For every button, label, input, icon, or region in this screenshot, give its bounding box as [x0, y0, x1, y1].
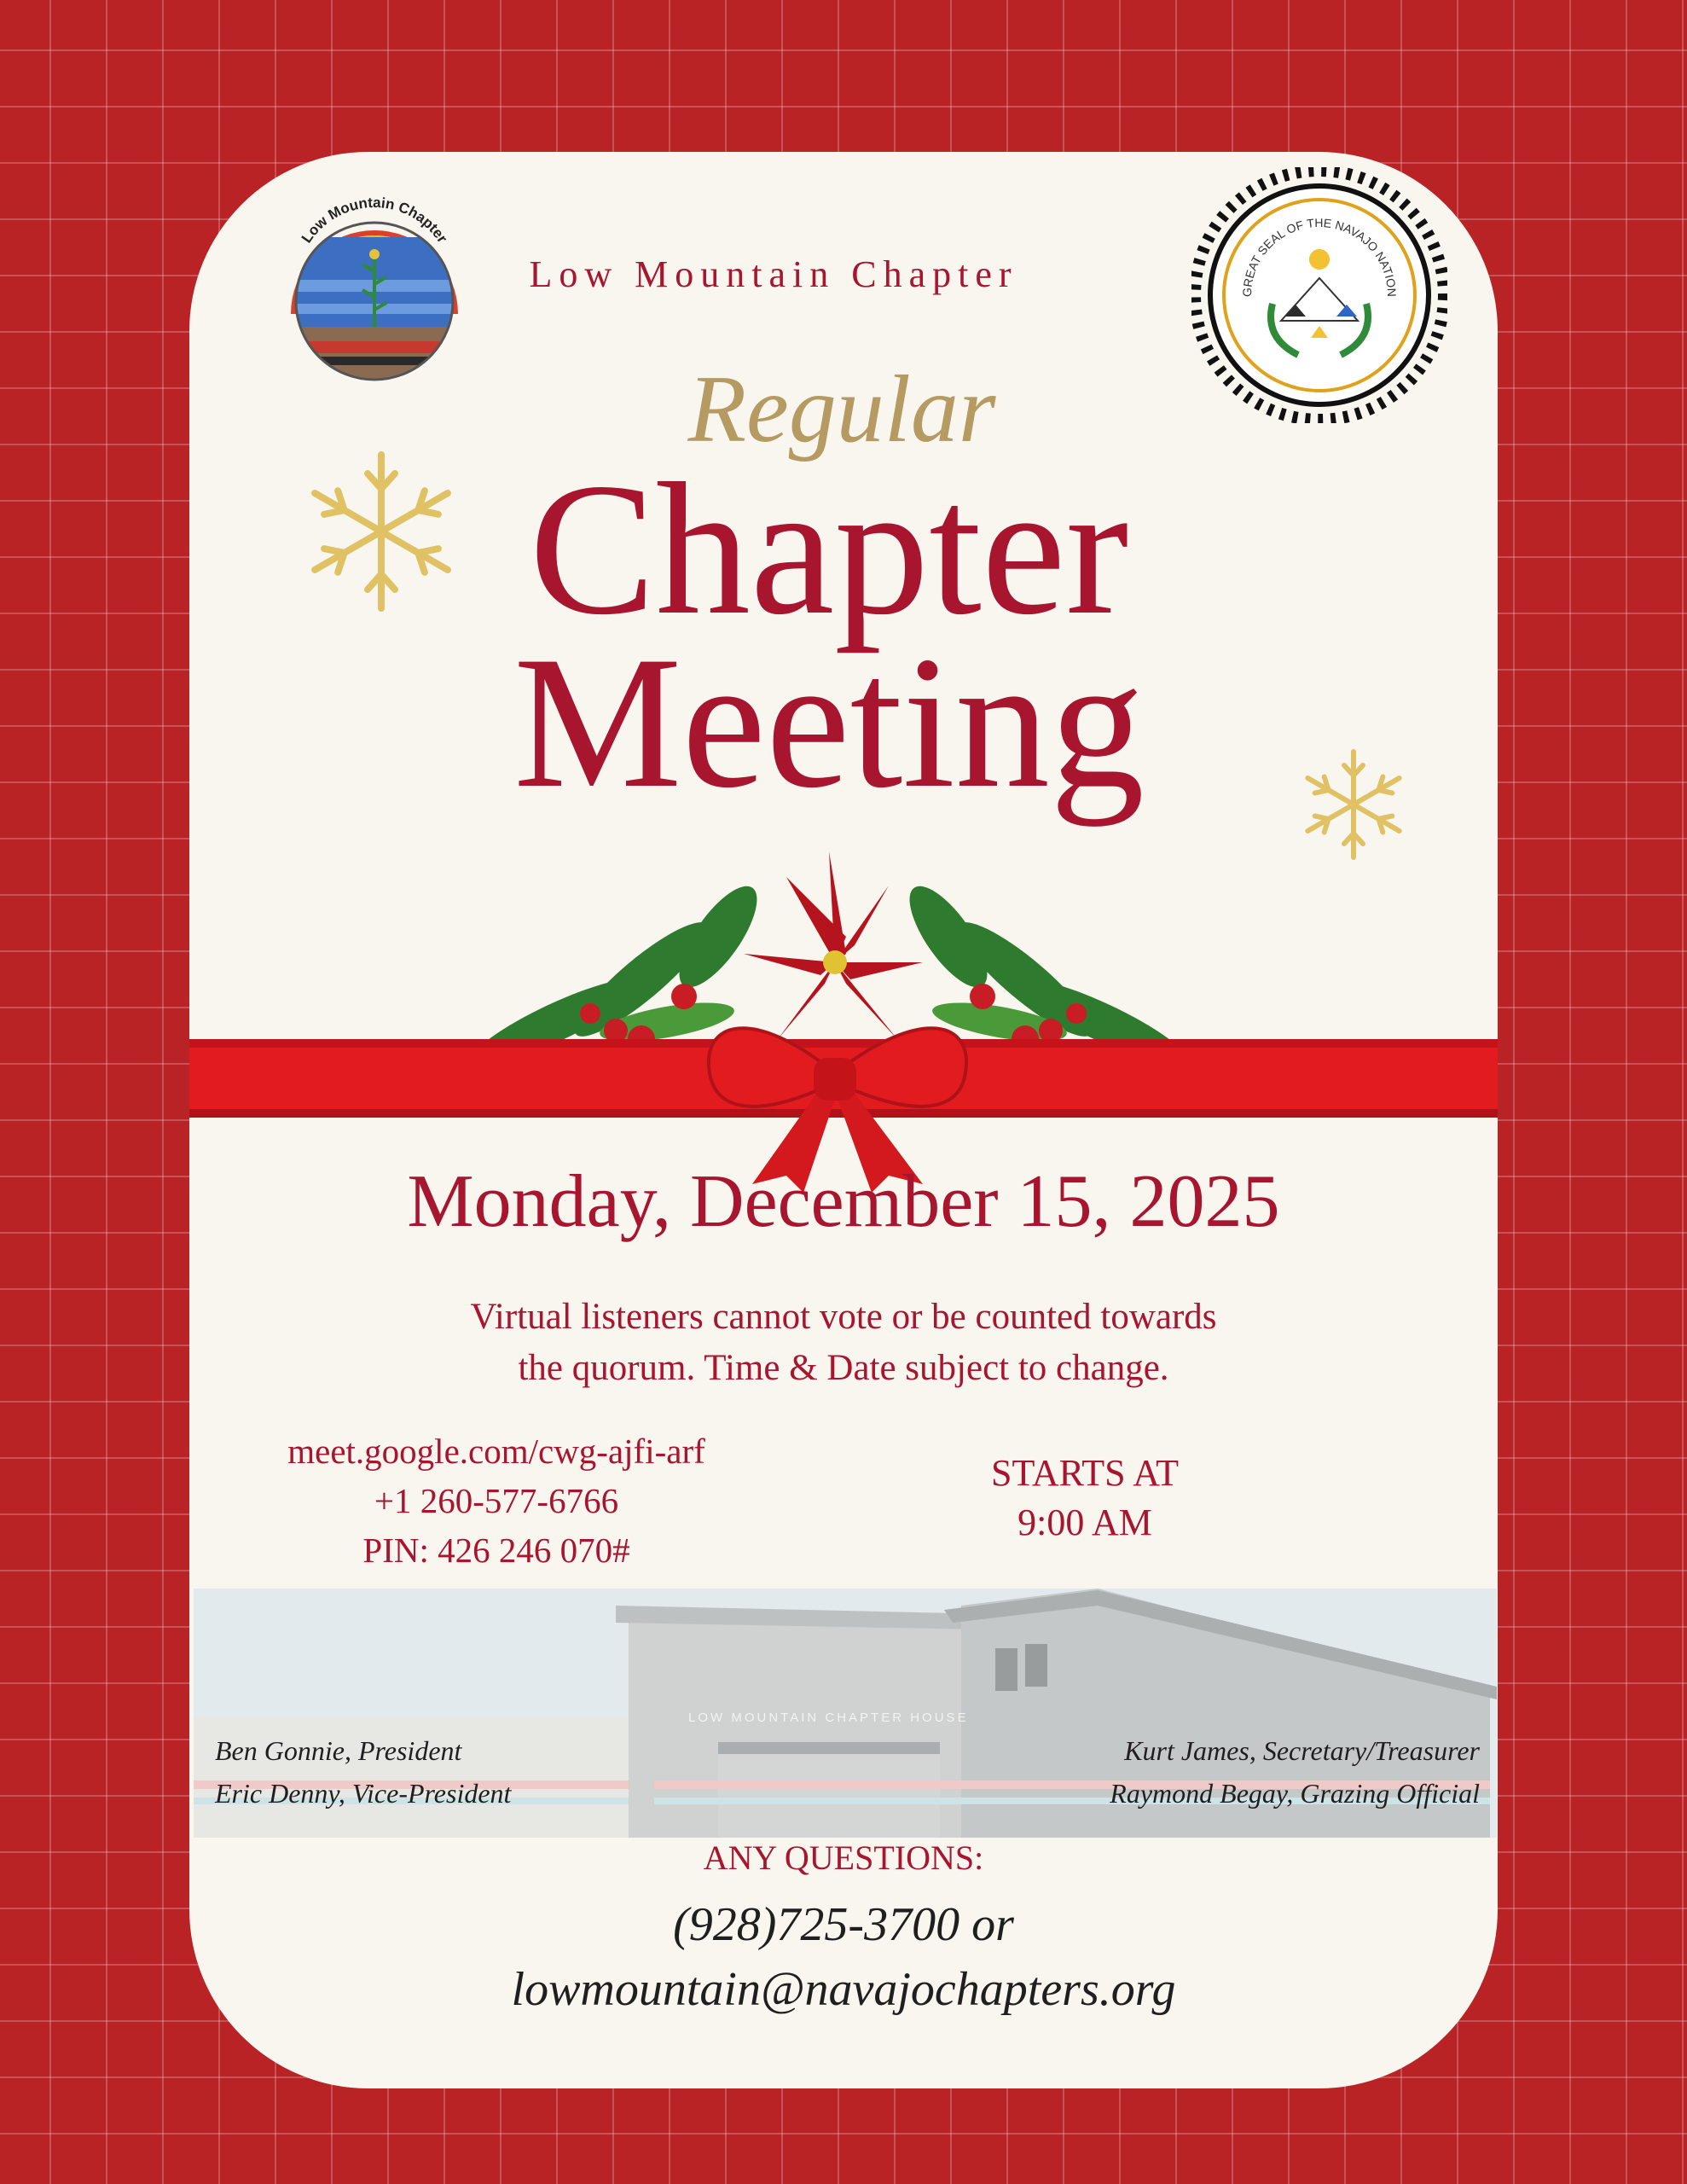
start-time: 9:00 AM [1017, 1502, 1152, 1543]
holly-ribbon-decoration [189, 783, 1498, 1193]
title-chapter: Chapter [529, 444, 1129, 654]
chapter-name: Low Mountain Chapter [529, 253, 1018, 295]
chapter-house-sign: LOW MOUNTAIN CHAPTER HOUSE [688, 1711, 969, 1725]
questions-label: ANY QUESTIONS: [703, 1838, 984, 1877]
official-president: Ben Gonnie, President [215, 1735, 462, 1766]
contact-email[interactable]: lowmountain@navajochapters.org [511, 1963, 1176, 2016]
official-grazing: Raymond Begay, Grazing Official [1110, 1778, 1480, 1809]
title-regular: Regular [687, 357, 996, 462]
title-meeting: Meeting [513, 618, 1145, 828]
contact-info [189, 1892, 1498, 2022]
start-time-block [923, 1449, 1247, 1548]
meeting-phone: +1 260-577-6766 [374, 1481, 619, 1520]
navajo-nation-seal [1191, 167, 1447, 423]
contact-phone: (928)725-3700 or [673, 1898, 1014, 1951]
svg-text:Low Mountain Chapter: Low Mountain Chapter [298, 194, 451, 247]
svg-text:GREAT SEAL OF THE NAVAJO NATIO: GREAT SEAL OF THE NAVAJO NATION [1239, 215, 1400, 298]
meeting-pin: PIN: 426 246 070# [362, 1531, 630, 1570]
notice-line-2: the quorum. Time & Date subject to change. [518, 1348, 1169, 1388]
meeting-date: Monday, December 15, 2025 [407, 1160, 1280, 1243]
notice-line-1: Virtual listeners cannot vote or be counted towards [470, 1297, 1217, 1337]
officials-right [1110, 1729, 1480, 1815]
dial-in-info [275, 1426, 718, 1575]
meeting-notice [275, 1292, 1412, 1394]
starts-label: STARTS AT [991, 1452, 1179, 1494]
official-vice-president: Eric Denny, Vice-President [215, 1778, 512, 1809]
meeting-link[interactable]: meet.google.com/cwg-ajfi-arf [287, 1432, 705, 1471]
snowflake-icon [309, 446, 454, 617]
chapter-house-photo [194, 1589, 1497, 1838]
officials-left [215, 1729, 511, 1815]
flyer-card [189, 152, 1498, 2088]
official-secretary-treasurer: Kurt James, Secretary/Treasurer [1124, 1735, 1480, 1766]
chapter-logo [268, 186, 481, 399]
